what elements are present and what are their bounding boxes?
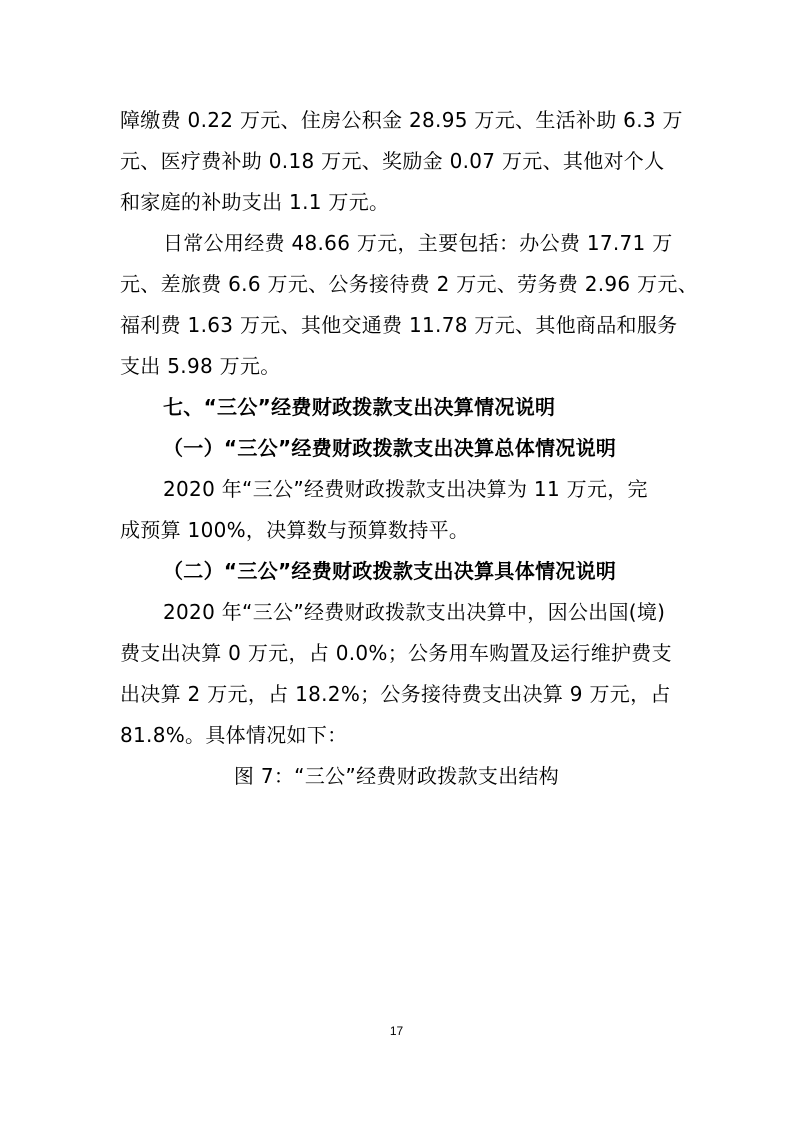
paragraph-line: 成预算 100%，决算数与预算数持平。: [120, 518, 470, 542]
paragraph-line: 2020 年“三公”经费财政拨款支出决算为 11 万元，完: [163, 477, 648, 501]
paragraph-line: 2020 年“三公”经费财政拨款支出决算中，因公出国(境): [163, 600, 666, 624]
paragraph-line: 元、医疗费补助 0.18 万元、奖励金 0.07 万元、其他对个人: [120, 149, 665, 173]
paragraph-line: 元、差旅费 6.6 万元、公务接待费 2 万元、劳务费 2.96 万元、: [120, 272, 699, 296]
paragraph-line: 81.8%。具体情况如下：: [120, 723, 348, 747]
figure-caption: 图 7：“三公”经费财政拨款支出结构: [233, 764, 560, 788]
paragraph-line: 和家庭的补助支出 1.1 万元。: [120, 190, 390, 214]
paragraph-line: 福利费 1.63 万元、其他交通费 11.78 万元、其他商品和服务: [120, 313, 678, 337]
paragraph-line: 支出 5.98 万元。: [120, 354, 281, 378]
paragraph-line: 出决算 2 万元，占 18.2%；公务接待费支出决算 9 万元，占: [120, 682, 671, 706]
subsection-heading: （一）“三公”经费财政拨款支出决算总体情况说明: [163, 436, 617, 460]
paragraph-line: 费支出决算 0 万元，占 0.0%；公务用车购置及运行维护费支: [120, 641, 672, 665]
paragraph-line: 日常公用经费 48.66 万元，主要包括：办公费 17.71 万: [163, 231, 673, 255]
paragraph-line: 障缴费 0.22 万元、住房公积金 28.95 万元、生活补助 6.3 万: [120, 108, 683, 132]
subsection-heading: （二）“三公”经费财政拨款支出决算具体情况说明: [163, 559, 617, 583]
section-heading: 七、“三公”经费财政拨款支出决算情况说明: [163, 395, 556, 419]
page-number: 17: [389, 1024, 404, 1038]
